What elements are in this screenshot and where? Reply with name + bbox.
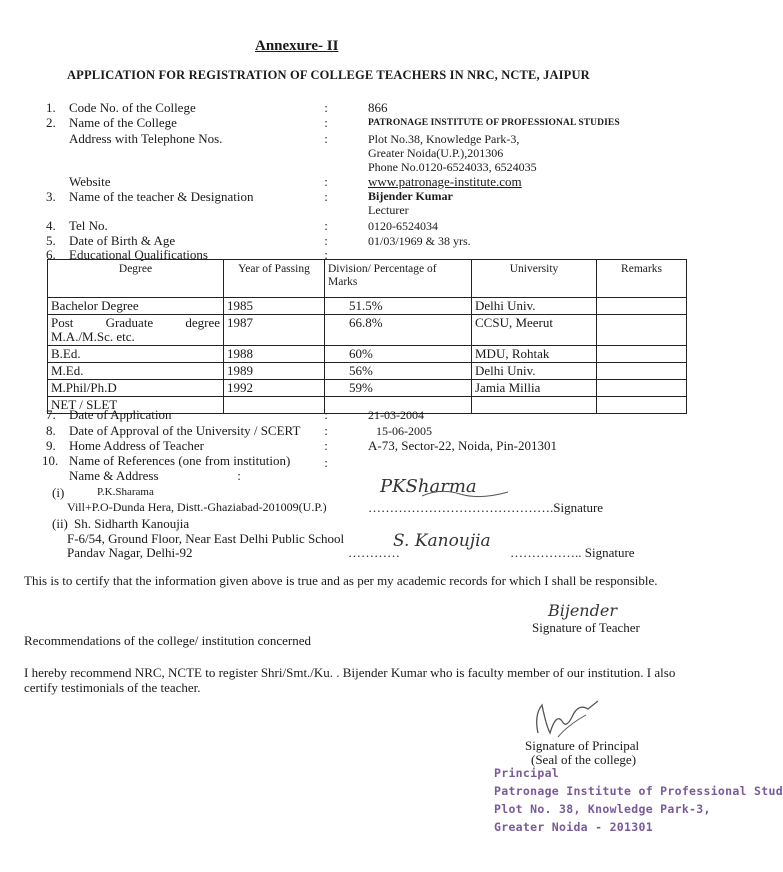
- column-header: University: [472, 260, 597, 298]
- dob-value: 01/03/1969 & 38 yrs.: [368, 234, 471, 248]
- column-header: Division/ Percentage of Marks: [325, 260, 472, 298]
- field-num: 5.: [46, 233, 56, 248]
- percentage-cell: 60%: [325, 346, 472, 363]
- field-num: 3.: [46, 189, 56, 204]
- university-cell: [472, 397, 597, 414]
- teacher-name: Bijender Kumar: [368, 189, 453, 203]
- refs-sub-label: Name & Address: [69, 468, 159, 483]
- signature-label: Signature: [553, 500, 604, 515]
- colon: :: [324, 407, 328, 422]
- university-cell: MDU, Rohtak: [472, 346, 597, 363]
- table-row: [48, 298, 687, 315]
- college-phone: Phone No.0120-6524033, 6524035: [368, 160, 537, 174]
- teacher-label: Name of the teacher & Designation: [69, 189, 254, 204]
- field-num: 6.: [46, 247, 56, 262]
- app-date-value: 21-03-2004: [368, 408, 424, 422]
- degree-line: M.A./M.Sc. etc.: [51, 329, 135, 344]
- ref-index: (i): [52, 485, 65, 500]
- colon: :: [324, 189, 328, 204]
- code-label: Code No. of the College: [69, 100, 196, 115]
- year-cell: [224, 397, 325, 414]
- year-cell: 1988: [224, 346, 325, 363]
- college-address-line: Plot No.38, Knowledge Park-3,: [368, 132, 520, 146]
- field-num: 2.: [46, 115, 56, 130]
- colon: :: [324, 174, 328, 189]
- ref-index: (ii): [52, 516, 68, 531]
- field-num: 8.: [46, 423, 56, 438]
- ref-name: P.K.Sharama: [97, 486, 154, 498]
- ref-dots: …………………………………….Signature: [368, 500, 604, 515]
- ref1-signature-flourish: [420, 486, 510, 500]
- form-heading: APPLICATION FOR REGISTRATION OF COLLEGE TEACHERS IN NRC, NCTE, JAIPUR: [67, 68, 590, 82]
- ref-address: Pandav Nagar, Delhi-92: [67, 545, 193, 560]
- remarks-cell: [597, 298, 687, 315]
- table-header-row: [48, 260, 687, 298]
- principal-seal-label: (Seal of the college): [531, 752, 637, 767]
- degree-word: degree: [185, 315, 220, 330]
- principal-signature: [528, 695, 608, 743]
- approval-label: Date of Approval of the University / SCERT: [69, 423, 301, 438]
- college-label: Name of the College: [69, 115, 177, 130]
- field-num: 7.: [46, 407, 56, 422]
- remarks-cell: [597, 315, 687, 346]
- website-label: Website: [69, 174, 111, 189]
- ref1-signature: PKSharma: [380, 476, 477, 497]
- colon: :: [324, 455, 328, 470]
- year-cell: 1989: [224, 363, 325, 380]
- code-value: 866: [368, 100, 388, 115]
- degree-cell: Bachelor Degree: [48, 298, 224, 315]
- field-num: 4.: [46, 218, 56, 233]
- percentage-cell: 59%: [325, 380, 472, 397]
- colon: :: [324, 247, 328, 262]
- degree-word: Graduate: [105, 315, 154, 330]
- ref2-signature: S. Kanoujia: [393, 531, 491, 551]
- recommend-text: I hereby recommend NRC, NCTE to register Shri/Smt./Ku. . Bijender Kumar who is faculty member of our institution. I also certify testimonials of the teacher.: [24, 665, 676, 695]
- colon: :: [324, 218, 328, 233]
- qualifications-table: [47, 259, 687, 414]
- teacher-signature-label: Signature of Teacher: [532, 620, 640, 635]
- percentage-cell: 56%: [325, 363, 472, 380]
- column-header: Degree: [48, 260, 224, 298]
- colon: :: [324, 115, 328, 130]
- stamp-line: Greater Noida - 201301: [494, 820, 653, 834]
- university-cell: CCSU, Meerut: [472, 315, 597, 346]
- university-cell: Jamia Millia: [472, 380, 597, 397]
- approval-value: 15-06-2005: [376, 424, 432, 438]
- teacher-designation: Lecturer: [368, 203, 409, 217]
- colon: :: [237, 468, 241, 483]
- degree-cell: M.Ed.: [48, 363, 224, 380]
- dob-label: Date of Birth & Age: [69, 233, 176, 248]
- colon: :: [324, 100, 328, 115]
- degree-cell: M.Phil/Ph.D: [48, 380, 224, 397]
- signature-label: Signature: [584, 545, 635, 560]
- degree-cell: [48, 315, 224, 346]
- degree-cell: NET / SLET: [48, 397, 224, 414]
- remarks-cell: [597, 380, 687, 397]
- field-num: 10.: [42, 453, 59, 468]
- percentage-cell: 51.5%: [325, 298, 472, 315]
- college-name: PATRONAGE INSTITUTE OF PROFESSIONAL STUDIES: [368, 118, 620, 128]
- refs-label: Name of References (one from institution): [69, 453, 291, 468]
- recommend-heading: Recommendations of the college/ institution concerned: [24, 633, 312, 648]
- field-num: 1.: [46, 100, 56, 115]
- colon: :: [324, 423, 328, 438]
- university-cell: Delhi Univ.: [472, 363, 597, 380]
- principal-signature-label: Signature of Principal: [525, 738, 640, 753]
- remarks-cell: [597, 346, 687, 363]
- table-row: [48, 346, 687, 363]
- degree-cell: B.Ed.: [48, 346, 224, 363]
- table-row: [48, 363, 687, 380]
- remarks-cell: [597, 363, 687, 380]
- stamp-line: Plot No. 38, Knowledge Park-3,: [494, 802, 711, 816]
- home-value: A-73, Sector-22, Noida, Pin-201301: [368, 438, 557, 453]
- college-address-line: Greater Noida(U.P.),201306: [368, 146, 504, 160]
- column-header: Remarks: [597, 260, 687, 298]
- year-cell: 1992: [224, 380, 325, 397]
- ref-address: Vill+P.O-Dunda Hera, Distt.-Ghaziabad-201009(U.P.): [67, 500, 327, 514]
- table-row: [48, 315, 687, 346]
- certify-text: This is to certify that the information given above is true and as per my academic records for which I shall be responsible.: [24, 573, 658, 588]
- table-row: [48, 380, 687, 397]
- ref-dots: ………… …………….. Signature: [348, 545, 635, 560]
- address-label: Address with Telephone Nos.: [69, 131, 223, 146]
- degree-line: [51, 316, 220, 330]
- stamp-line: Patronage Institute of Professional Stud: [494, 784, 783, 798]
- year-cell: 1985: [224, 298, 325, 315]
- stamp-line: Principal: [494, 766, 560, 780]
- ref-address: F-6/54, Ground Floor, Near East Delhi Public School: [67, 531, 345, 546]
- colon: :: [324, 233, 328, 248]
- university-cell: Delhi Univ.: [472, 298, 597, 315]
- percentage-cell: 66.8%: [325, 315, 472, 346]
- website-link[interactable]: www.patronage-institute.com: [368, 174, 522, 189]
- edu-label: Educational Qualifications: [69, 247, 208, 262]
- degree-word: Post: [51, 315, 74, 330]
- tel-label: Tel No.: [69, 218, 108, 233]
- tel-value: 0120-6524034: [368, 219, 438, 233]
- colon: :: [324, 131, 328, 146]
- app-date-label: Date of Application: [69, 407, 172, 422]
- ref-name: Sh. Sidharth Kanoujia: [74, 516, 190, 531]
- column-header: Year of Passing: [224, 260, 325, 298]
- home-label: Home Address of Teacher: [69, 438, 204, 453]
- remarks-cell: [597, 397, 687, 414]
- annexure-title: Annexure- II: [255, 38, 339, 54]
- field-num: 9.: [46, 438, 56, 453]
- teacher-signature: Bijender: [548, 601, 617, 620]
- year-cell: 1987: [224, 315, 325, 346]
- colon: :: [324, 438, 328, 453]
